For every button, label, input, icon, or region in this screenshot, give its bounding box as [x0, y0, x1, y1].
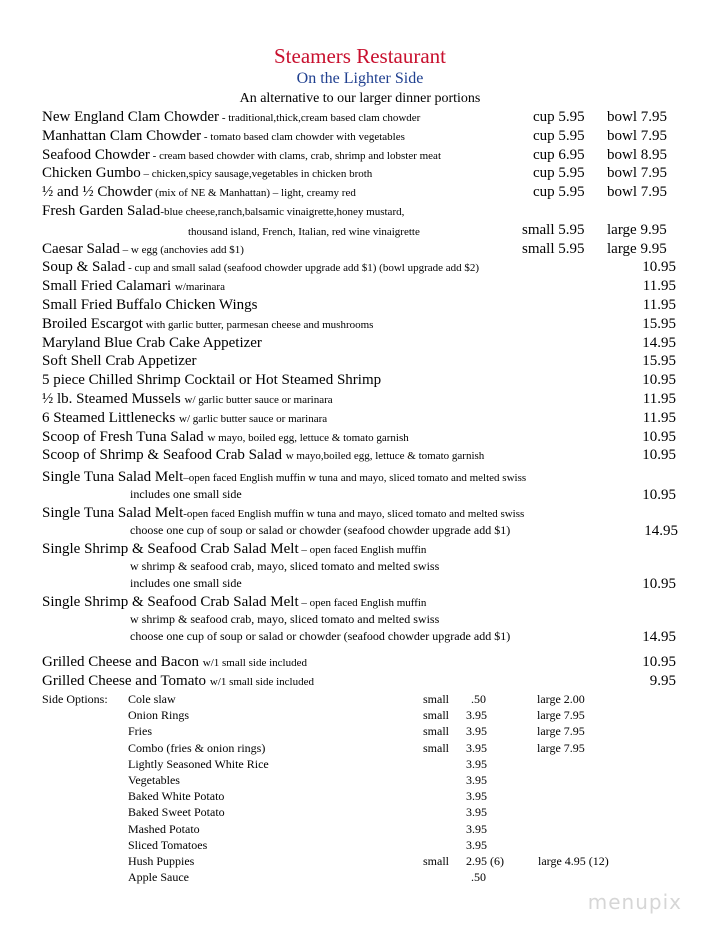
menu-item-description: w mayo, boiled egg, lettuce & tomato garnish	[207, 431, 409, 444]
menu-item-line	[42, 409, 327, 428]
menu-item-line	[42, 446, 484, 465]
side-option-name: Onion Rings	[128, 708, 190, 723]
side-option-price: 3.95	[466, 724, 487, 739]
menu-item-price-large: large 9.95	[607, 240, 667, 257]
menu-item-description: w/marinara	[174, 281, 225, 294]
menu-item-description: – chicken,spicy sausage,vegetables in chicken broth	[140, 168, 373, 181]
side-option-price: 3.95	[466, 805, 487, 820]
menu-item-name: Small Fried Calamari	[42, 278, 175, 295]
menu-item-line	[42, 672, 314, 691]
menu-item-line	[42, 240, 244, 259]
side-option-large-price: large 7.95	[537, 724, 585, 739]
menu-item-line	[42, 352, 197, 371]
menu-item-price: 10.95	[642, 576, 676, 592]
menu-item-price-large: bowl 7.95	[607, 184, 667, 201]
menu-item-price-large: bowl 8.95	[607, 146, 667, 163]
menu-item-name: Single Tuna Salad Melt	[42, 469, 184, 485]
menu-item-name: Single Shrimp & Seafood Crab Salad Melt	[42, 594, 299, 610]
side-option-name: Lightly Seasoned White Rice	[128, 756, 269, 771]
menu-item-name: Manhattan Clam Chowder	[42, 127, 202, 144]
side-option-price: 3.95	[466, 773, 487, 787]
menu-item-line	[42, 296, 258, 315]
menu-item-price-small: cup 5.95	[533, 127, 585, 144]
side-option-name: Mashed Potato	[128, 821, 200, 836]
side-option-size: small	[423, 724, 449, 739]
menu-item-price: 15.95	[642, 315, 676, 332]
menu-subtitle: On the Lighter Side	[296, 70, 424, 87]
menu-item-price: 11.95	[642, 409, 676, 426]
menu-item-price: 14.95	[644, 523, 678, 539]
menu-item-name: Fresh Garden Salad	[42, 203, 161, 219]
melt-sub-description: choose one cup of soup or salad or chowder (seafood chowder upgrade add $1)	[130, 629, 511, 643]
side-option-price: 3.95	[466, 740, 487, 755]
menu-item-price-large: bowl 7.95	[607, 127, 667, 144]
menu-item-price-large: large 9.95	[607, 221, 667, 238]
menu-item-name: Chicken Gumbo	[42, 165, 141, 182]
melt-sub-description: w shrimp & seafood crab, mayo, sliced tomato and melted swiss	[130, 612, 440, 626]
menu-item-price: 15.95	[642, 353, 676, 370]
side-option-name: Cole slaw	[128, 692, 176, 706]
menu-item-line	[42, 127, 405, 146]
menu-item-description: – open faced English muffin	[298, 597, 427, 609]
menu-item-description: - cup and small salad (seafood chowder upgrade add $1) (bowl upgrade add $2)	[125, 262, 480, 275]
side-option-price: .50	[471, 692, 486, 706]
menu-item-description: with garlic butter, parmesan cheese and mushrooms	[142, 318, 374, 331]
menu-item-description: – w egg (anchovies add $1)	[119, 243, 244, 256]
watermark-logo: menupix	[587, 890, 682, 914]
menu-item-line	[42, 277, 225, 296]
menu-item-name: Grilled Cheese and Tomato	[42, 672, 210, 689]
menu-item-line	[42, 504, 524, 523]
side-option-size: small	[423, 740, 449, 755]
menu-item-price: 10.95	[642, 372, 676, 389]
menu-item-name: Seafood Chowder	[42, 146, 150, 163]
menu-item-description: w/1 small side included	[209, 675, 314, 688]
menu-item-name: ½ and ½ Chowder	[42, 184, 153, 201]
menu-item-price: 10.95	[642, 259, 676, 276]
menu-item-price-small: cup 6.95	[533, 146, 585, 163]
menu-item-description: –open faced English muffin w tuna and mayo, sliced tomato and melted swiss	[183, 472, 527, 484]
menu-item-name: 6 Steamed Littlenecks	[42, 409, 180, 426]
menu-item-name: Soup & Salad	[42, 259, 126, 276]
side-option-name: Sliced Tomatoes	[128, 837, 208, 852]
menu-item-price: 10.95	[642, 428, 676, 445]
menu-item-name: 5 piece Chilled Shrimp Cocktail or Hot Steamed Shrimp	[42, 372, 382, 389]
menu-item-line	[188, 222, 420, 241]
menu-item-line	[42, 371, 381, 390]
menu-item-description: – open faced English muffin	[298, 544, 427, 556]
menu-item-name: Single Tuna Salad Melt	[42, 505, 184, 521]
side-option-price: 3.95	[466, 789, 487, 804]
side-option-price: 3.95	[466, 708, 487, 723]
menu-item-price: 11.95	[642, 391, 676, 407]
side-option-name: Combo (fries & onion rings)	[128, 740, 266, 755]
menu-item-description: thousand island, French, Italian, red wine vinaigrette	[188, 225, 420, 238]
side-option-name: Fries	[128, 724, 152, 739]
melt-sub-description: includes one small side	[130, 576, 242, 590]
menu-item-line	[42, 108, 420, 127]
menu-item-price: 9.95	[649, 672, 676, 689]
menu-item-name: Scoop of Shrimp & Seafood Crab Salad	[42, 447, 286, 464]
menu-item-line	[42, 593, 426, 612]
menu-item-name: Maryland Blue Crab Cake Appetizer	[42, 334, 262, 351]
side-option-name: Baked Sweet Potato	[128, 805, 225, 820]
menu-item-line	[42, 146, 441, 165]
menu-item-price-small: cup 5.95	[533, 184, 585, 201]
menu-item-line	[42, 468, 526, 487]
menu-tagline: An alternative to our larger dinner portions	[239, 91, 481, 106]
side-option-large-price: large 2.00	[537, 692, 585, 706]
menu-item-price-small: cup 5.95	[533, 165, 585, 182]
menu-item-price: 11.95	[642, 297, 676, 313]
side-option-price: 2.95 (6)	[466, 854, 504, 868]
melt-sub-description: w shrimp & seafood crab, mayo, sliced tomato and melted swiss	[130, 559, 440, 573]
menu-item-line	[42, 653, 307, 672]
menu-item-price-large: bowl 7.95	[607, 109, 667, 125]
menu-item-price: 10.95	[642, 654, 676, 670]
menu-item-price: 11.95	[642, 278, 676, 295]
side-option-name: Apple Sauce	[128, 870, 189, 885]
side-option-large-price: large 4.95 (12)	[538, 854, 609, 868]
melt-sub-description: choose one cup of soup or salad or chowder (seafood chowder upgrade add $1)	[130, 523, 511, 537]
side-option-large-price: large 7.95	[537, 708, 585, 723]
side-option-name: Vegetables	[128, 773, 180, 787]
menu-item-description: - cream based chowder with clams, crab, shrimp and lobster meat	[149, 149, 441, 162]
menu-item-name: Caesar Salad	[42, 240, 120, 257]
side-option-size: small	[423, 708, 449, 723]
menu-item-price: 10.95	[642, 487, 676, 503]
menu-item-name: Small Fried Buffalo Chicken Wings	[42, 297, 258, 313]
menu-item-description: -blue cheese,ranch,balsamic vinaigrette,honey mustard,	[160, 206, 405, 218]
menu-item-name: Broiled Escargot	[42, 315, 143, 332]
menu-item-description: (mix of NE & Manhattan) – light, creamy red	[152, 187, 356, 200]
menu-item-line	[42, 164, 372, 183]
menu-item-name: Grilled Cheese and Bacon	[42, 654, 203, 670]
menu-item-line	[42, 428, 409, 447]
menu-item-price-small: cup 5.95	[533, 109, 585, 125]
menu-item-description: - tomato based clam chowder with vegetables	[201, 130, 405, 143]
menu-item-line	[42, 315, 373, 334]
menu-item-description: -open faced English muffin w tuna and mayo, sliced tomato and melted swiss	[183, 508, 525, 520]
menu-item-line	[42, 202, 404, 221]
menu-item-line	[42, 540, 426, 559]
side-option-large-price: large 7.95	[537, 740, 585, 755]
side-option-price: 3.95	[466, 756, 487, 771]
menu-item-price: 14.95	[642, 629, 676, 645]
menu-item-name: New England Clam Chowder	[42, 109, 220, 125]
menu-item-name: Soft Shell Crab Appetizer	[42, 353, 197, 370]
menu-item-price-small: small 5.95	[522, 221, 585, 238]
side-option-price: 3.95	[466, 821, 487, 836]
menu-item-line	[42, 390, 333, 409]
side-option-size: small	[423, 692, 449, 706]
menu-item-description: w mayo,boiled egg, lettuce & tomato garnish	[285, 450, 485, 463]
menu-item-price-large: bowl 7.95	[607, 165, 667, 182]
menu-item-line	[42, 334, 262, 353]
menu-item-name: Single Shrimp & Seafood Crab Salad Melt	[42, 541, 299, 557]
menu-item-description: w/ garlic butter sauce or marinara	[179, 412, 328, 425]
melt-sub-description: includes one small side	[130, 487, 242, 501]
menu-item-description: - traditional,thick,cream based clam chowder	[219, 112, 421, 124]
menu-item-price-small: small 5.95	[522, 240, 585, 257]
restaurant-title: Steamers Restaurant	[273, 44, 447, 68]
menu-item-line	[42, 258, 479, 277]
menu-item-description: w/1 small side included	[202, 657, 307, 669]
menu-item-description: w/ garlic butter sauce or marinara	[184, 394, 333, 406]
menu-item-name: Scoop of Fresh Tuna Salad	[42, 428, 208, 445]
side-option-name: Hush Puppies	[128, 854, 195, 868]
menu-item-price: 10.95	[642, 447, 676, 464]
side-option-price: 3.95	[466, 837, 487, 852]
menu-item-name: ½ lb. Steamed Mussels	[42, 391, 185, 407]
side-option-size: small	[423, 854, 449, 868]
menu-item-line	[42, 183, 356, 202]
side-option-price: .50	[471, 870, 486, 885]
side-options-label: Side Options:	[42, 692, 108, 706]
side-option-name: Baked White Potato	[128, 789, 225, 804]
menu-item-price: 14.95	[642, 334, 676, 351]
